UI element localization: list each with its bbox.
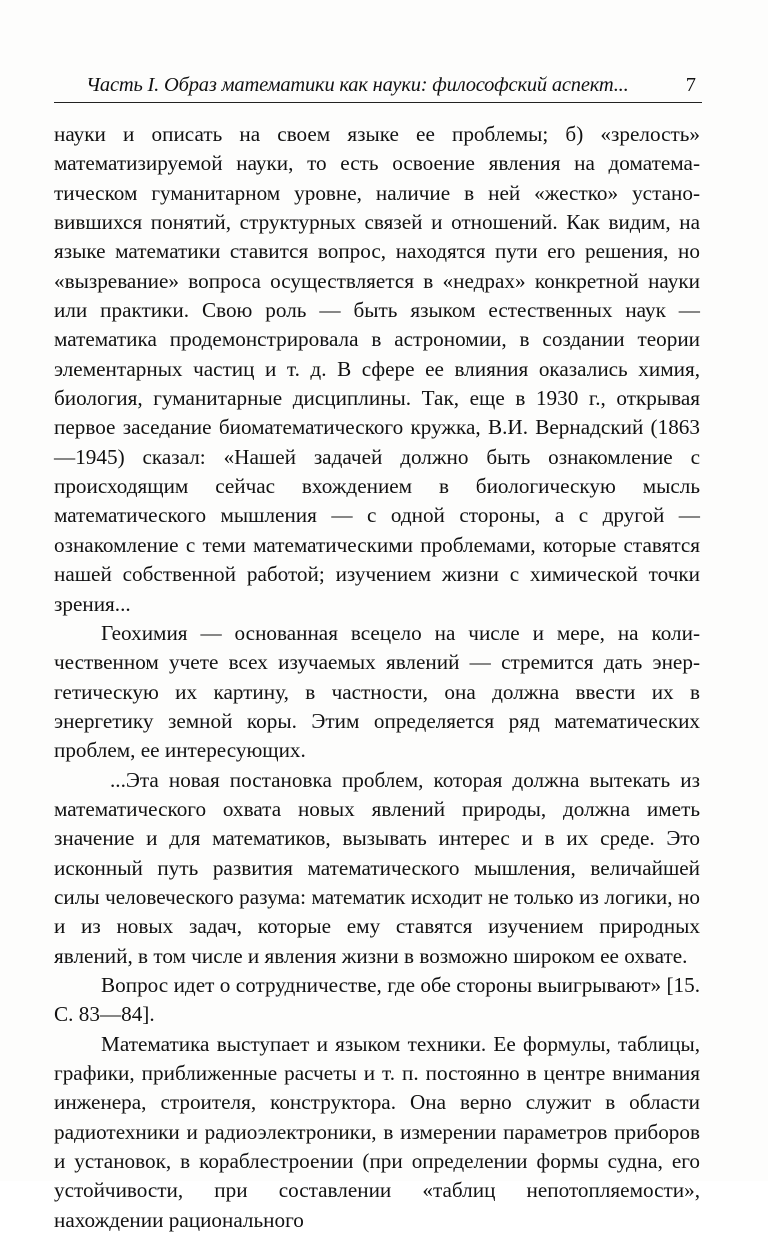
running-title: Часть I. Образ математики как науки: философский аспект...	[86, 74, 629, 96]
paragraph-new-formulation: ...Эта новая постановка проблем, которая должна вытекать из математического охвата новых явлений природы, должна иметь значение и для математиков, вызывать интерес и в их среде. Это исконный путь развития математического мышления, величайшей силы человеческого разума: математик исходит не только из логики, но и из новых задач, которые ему ставятся изучением природных явлений, в том числе и явления жизни в возможно широком ее охвате.	[54, 767, 700, 968]
body-text	[54, 120, 700, 1235]
paragraph-cooperation: Вопрос идет о сотрудничестве, где обе стороны выигрывают» [15. С. 83—84].	[54, 972, 700, 1027]
paragraph-technology: Математика выступает и языком техники. Ее формулы, таблицы, графики, приближенные расчеты и т. п. постоянно в центре внимания инженера, строителя, конструктора. Она верно служит в области радиотехники и радиоэлектроники, в измерении параметров приборов и установок, в кораблестроении (при определении формы судна, его устойчивости, при составлении «таблиц непотопляемости», нахождении рационального	[54, 1031, 700, 1232]
page-number: 7	[685, 74, 696, 96]
paragraph-geochemistry: Геохимия — основанная всецело на числе и мере, на количественном учете всех изучаемых явлений — стремится дать энергетическую их картину, в частности, она должна ввести их в энергетику земной коры. Этим определяется ряд математических проблем, ее интересующих.	[54, 620, 700, 763]
paragraph-continued: науки и описать на своем языке ее проблемы; б) «зрелость» математизируемой науки, то есть освоение явления на доматематическом гуманитарном уровне, наличие в ней «жестко» установившихся понятий, структурных связей и отношений. Как видим, на языке математики ставится вопрос, находятся пути его решения, но «вызревание» вопроса осуществляется в «недрах» конкретной науки или практики. Свою роль — быть языком естественных наук — математика продемонстрировала в астрономии, в создании теории элементарных частиц и т. д. В сфере ее влияния оказались химия, биология, гуманитарные дисциплины. Так, еще в 1930 г., открывая первое заседание биоматематического кружка, В.И. Вернадский (1863—1945) сказал: «Нашей задачей должно быть ознакомление с происходящим сейчас вхождением в биологическую мысль математического мышления — с одной стороны, а с другой — ознакомление с теми математическими проблемами, которые ставятся нашей собственной работой; изучением жизни с химической точки зрения...	[54, 122, 700, 616]
running-head	[54, 72, 702, 103]
